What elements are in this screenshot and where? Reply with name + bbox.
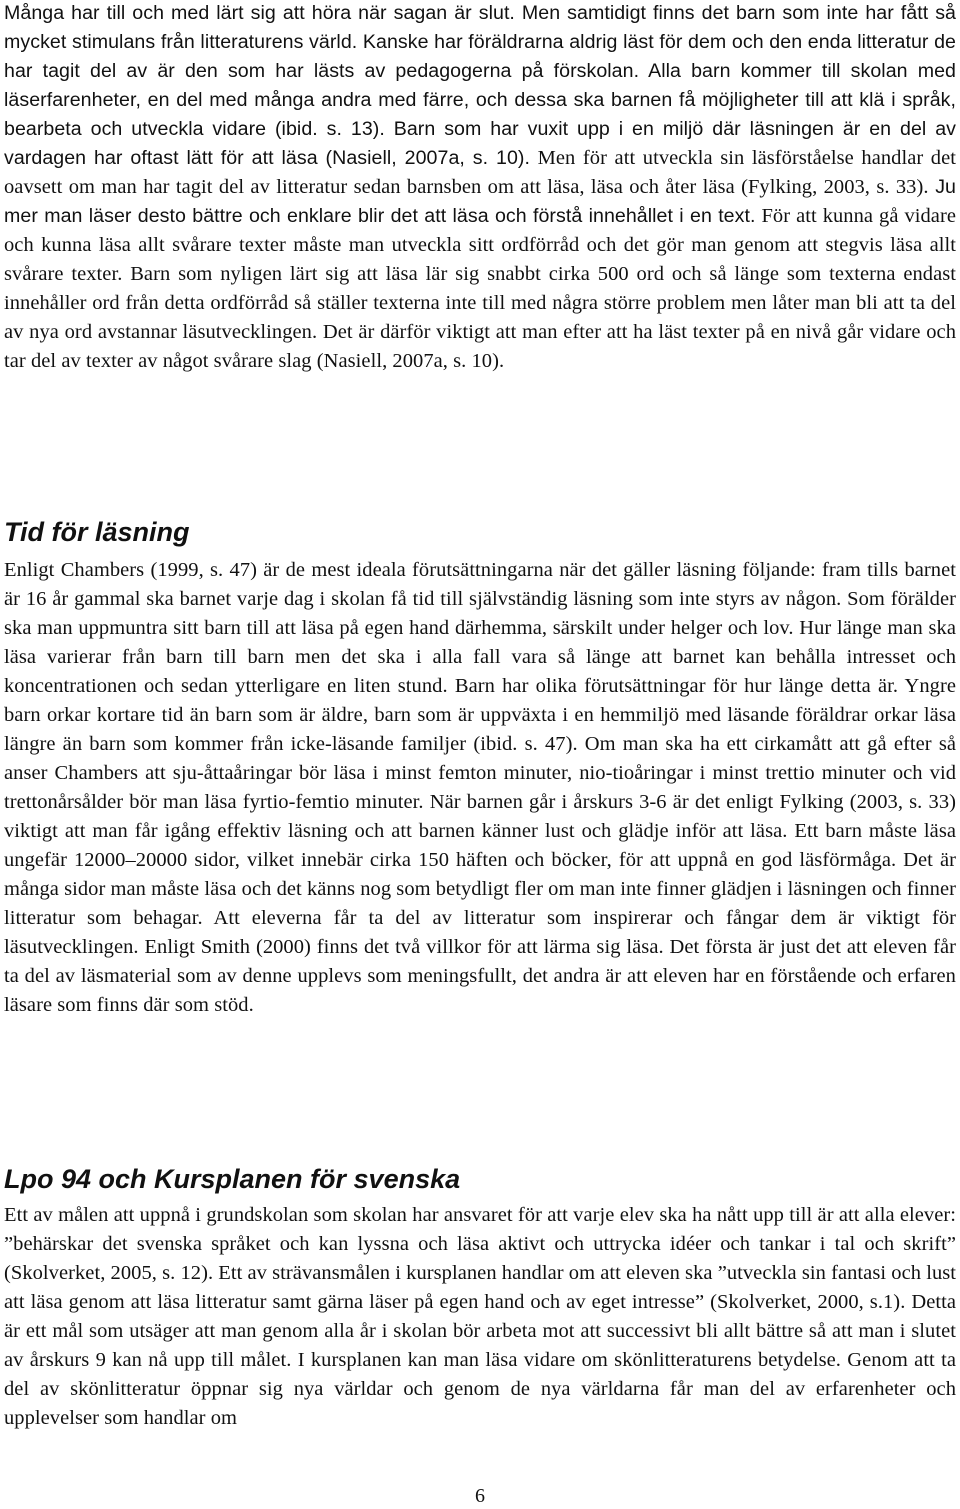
paragraph-text: Ju mer man läser desto bättre och enklare blir det att läsa och förstå innehållet i en text. <box>4 176 956 227</box>
section-heading: Tid för läsning <box>4 517 190 547</box>
paragraph-text: För att kunna gå vidare och kunna läsa allt svårare texter måste man utveckla sitt ordförråd och det gör man genom att stegvis läsa allt svårare texter. Barn som nyligen lärt sig att läsa lär sig snabbt cirka 500 ord och så länge som texterna endast innehåller ord från detta ordförråd så ställer texterna inte till med några större problem men låter man bli att ta del av nya ord avstannar läsutvecklingen. Det är därför viktigt att man efter att ha läst texter på en nivå går vidare och tar del av texter av något svårare slag (Nasiell, 2007a, s. 10). <box>4 205 956 372</box>
body-paragraph: Enligt Chambers (1999, s. 47) är de mest ideala förutsättningarna när det gäller läsning följande: fram tills barnet är 16 år gammal ska barnet varje dag i skolan få tid till självständig läsning som inte styrs av någon. Som förälder ska man uppmuntra sitt barn till att läsa på egen hand därhemma, särskilt under helger och lov. Hur länge man ska läsa varierar från barn till barn men det ska i alla fall vara så länge att barnet kan behålla intresset och koncentrationen och sedan ytterligare en liten stund. Barn har olika förutsättningar för hur länge detta är. Yngre barn orkar kortare tid än barn som är äldre, barn som är uppväxta i en hemmiljö med läsande föräldrar orkar läsa längre än barn som kommer från icke-läsande familjer (ibid. s. 47). Om man ska ha ett cirkamått att gå efter så anser Chambers att sju-åttaåringar bör läsa i minst femton minuter, nio-tioåringar i minst trettio minuter och vid trettonårsålder bör man läsa fyrtio-femtio minuter. När barnen går i årskurs 3-6 är det enligt Fylking (2003, s. 33) viktigt att man får igång effektiv läsning och att barnen känner lust och glädje inför att läsa. Ett barn måste läsa ungefär 12000–20000 sidor, vilket innebär cirka 150 häften och böcker, för att uppnå en god läsförmåga. Det är många sidor man måste läsa och det känns nog som betydligt fler om man inte finner glädjen i läsningen och finner litteratur som behagar. Att eleverna får ta del av litteratur som inspirerar och fångar dem är viktigt för läsutvecklingen. Enligt Smith (2000) finns det två villkor för att lärma sig läsa. Det första är just det att eleven får ta del av läsmaterial som av denne upplevs som meningsfullt, det andra är att eleven har en förstående och erfaren läsare som finns där som stöd. <box>4 559 956 1016</box>
page-number: 6 <box>475 1485 485 1507</box>
body-paragraph: Ett av målen att uppnå i grundskolan som skolan har ansvaret för att varje elev ska ha nått upp till är att alla elever: ”behärskar det svenska språket och kan lyssna och läsa aktivt och uttrycka idéer och tankar i tal och skrift” (Skolverket, 2005, s. 12). Ett av strävansmålen i kursplanen handlar om att eleven ska ”utveckla sin fantasi och lust att läsa genom att läsa litteratur samt gärna läser på egen hand och av eget intresse” (Skolverket, 2000, s.1). Detta är ett mål som utsäger att man genom alla år i skolan bör arbeta mot att successivt bli allt bättre så att man i slutet av årskurs 9 kan nå upp till målet. I kursplanen kan man läsa vidare om skönlitteraturens betydelse. Genom att ta del av skönlitteratur öppnar sig nya världar och genom de nya världarna får man del av erfarenheter och upplevelser som handlar om <box>4 1204 957 1429</box>
section-heading: Lpo 94 och Kursplanen för svenska <box>4 1164 461 1194</box>
paragraph-text: Många har till och med lärt sig att höra när sagan är slut. Men samtidigt finns det barn som inte har fått så mycket stimulans från litteraturens värld. Kanske har föräldrarna aldrig läst för dem och den enda litteratur de har tagit del av är den som har lästs av pedagogerna på förskolan. Alla barn kommer till skolan med läserfarenheter, en del med många andra med färre, och dessa ska barnen få möjligheter till att klä i språk, bearbeta och utveckla vidare (ibid. s. 13). Barn som har vuxit upp i en miljö där läsningen är en del av vardagen har oftast lätt för att läsa (Nasiell, 2007a, s. 10). <box>4 2 956 169</box>
body-paragraph <box>4 0 956 376</box>
paragraph-text: Men för att utveckla sin läsförståelse handlar det oavsett om man har tagit del av litteratur sedan barnsben om att läsa, läsa och åter läsa (Fylking, 2003, s. 33). <box>4 147 957 198</box>
